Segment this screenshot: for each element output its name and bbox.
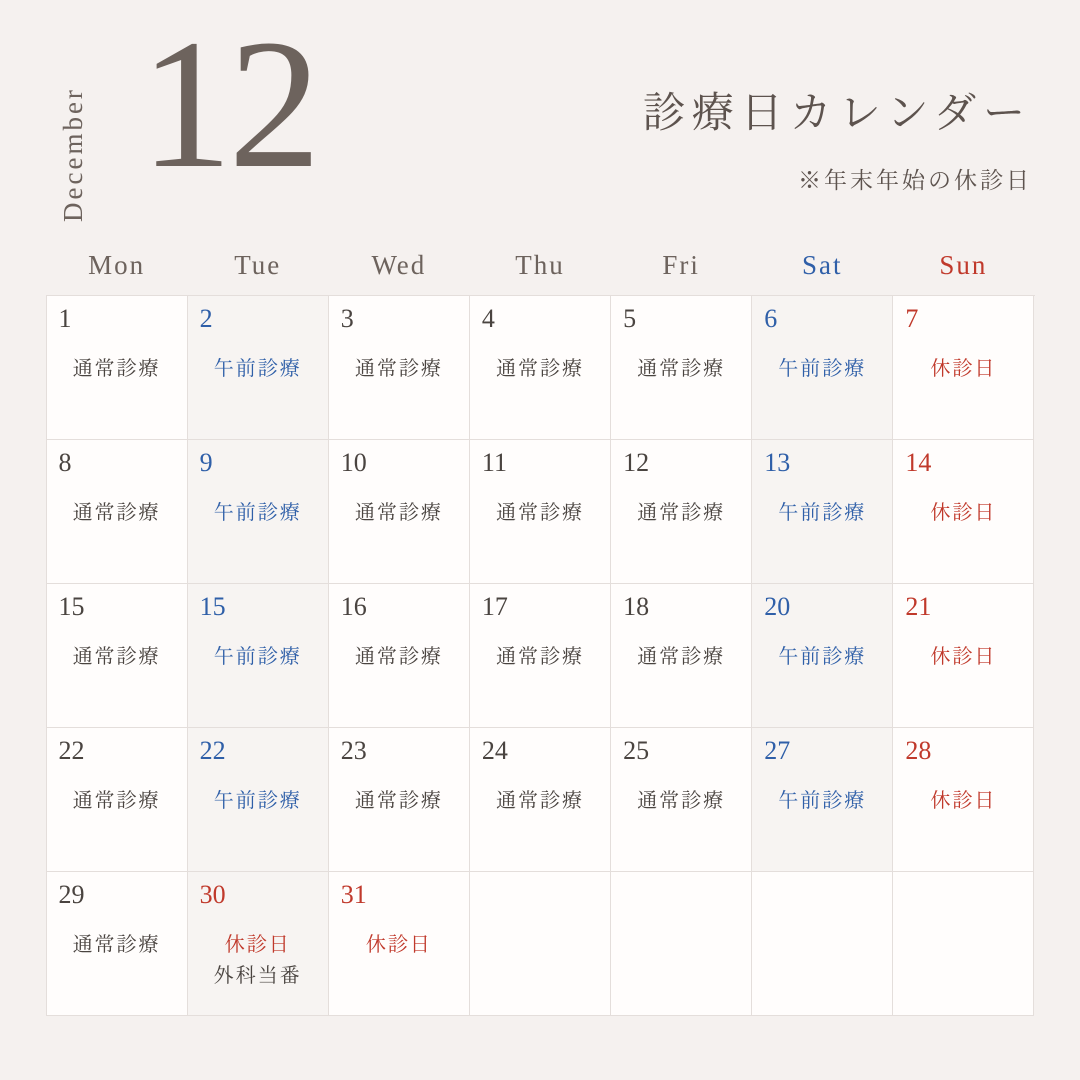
calendar-cell[interactable] — [188, 872, 329, 1016]
calendar-cell-empty — [470, 872, 611, 1016]
day-status-group — [611, 642, 751, 673]
day-status-label: 午前診療 — [778, 646, 867, 668]
day-number: 31 — [340, 880, 367, 909]
day-status-label: 通常診療 — [637, 646, 726, 668]
day-status-group — [752, 642, 892, 673]
day-number: 11 — [481, 448, 507, 477]
calendar-cell[interactable] — [47, 872, 188, 1016]
day-status-group — [188, 786, 328, 817]
day-number: 18 — [623, 592, 650, 621]
weekday-sun: Sun — [939, 250, 988, 280]
day-number: 30 — [199, 880, 226, 909]
day-number: 25 — [623, 736, 650, 765]
day-number: 8 — [58, 448, 72, 477]
day-status-label: 通常診療 — [637, 502, 726, 524]
day-status-group — [752, 786, 892, 817]
calendar-cell[interactable] — [47, 584, 188, 728]
day-number: 15 — [199, 592, 226, 621]
day-status-label: 通常診療 — [72, 358, 161, 380]
day-status-label: 通常診療 — [72, 790, 161, 812]
day-status-label: 通常診療 — [354, 646, 443, 668]
day-status-group — [752, 354, 892, 385]
calendar-cell[interactable] — [329, 728, 470, 872]
calendar-cell[interactable] — [329, 296, 470, 440]
day-number: 20 — [764, 592, 791, 621]
day-status-group — [47, 642, 187, 673]
day-status-label: 休診日 — [930, 646, 997, 668]
day-status-group — [470, 354, 610, 385]
day-number: 4 — [481, 304, 495, 333]
calendar-cell[interactable] — [47, 728, 188, 872]
day-status-group — [188, 930, 328, 992]
day-number: 21 — [905, 592, 932, 621]
day-status-label: 通常診療 — [72, 646, 161, 668]
day-status-group — [47, 930, 187, 961]
page-title: 診療日カレンダー — [642, 91, 1032, 137]
calendar-cell[interactable] — [611, 584, 752, 728]
calendar-cell-empty — [611, 872, 752, 1016]
day-status-label: 午前診療 — [778, 502, 867, 524]
weekday-mon: Mon — [88, 250, 146, 280]
page-subtitle: ※年末年始の休診日 — [798, 168, 1032, 193]
day-status-label: 通常診療 — [72, 934, 161, 956]
calendar-cell[interactable] — [329, 440, 470, 584]
day-status-group — [893, 354, 1033, 385]
day-status-group — [329, 642, 469, 673]
day-number: 1 — [58, 304, 72, 333]
day-number: 7 — [905, 304, 919, 333]
day-status-label: 午前診療 — [213, 646, 302, 668]
day-status-group — [329, 498, 469, 529]
calendar-cell[interactable] — [188, 728, 329, 872]
calendar-cell[interactable] — [188, 296, 329, 440]
weekday-header-row — [46, 250, 1034, 295]
day-status-group — [752, 498, 892, 529]
calendar-cell[interactable] — [188, 584, 329, 728]
day-number: 22 — [199, 736, 226, 765]
calendar-cell[interactable] — [893, 728, 1034, 872]
weekday-wed: Wed — [371, 250, 427, 280]
day-status-label: 午前診療 — [778, 790, 867, 812]
day-status-label: 通常診療 — [637, 358, 726, 380]
day-number: 27 — [764, 736, 791, 765]
calendar-grid — [46, 295, 1035, 1016]
weekday-sat: Sat — [802, 250, 843, 280]
day-number: 6 — [764, 304, 778, 333]
calendar-cell-empty — [893, 872, 1034, 1016]
day-status-group — [329, 930, 469, 961]
day-number: 9 — [199, 448, 213, 477]
day-status-group — [470, 642, 610, 673]
calendar-cell[interactable] — [752, 296, 893, 440]
day-status-group — [47, 786, 187, 817]
day-status-label: 休診日 — [224, 934, 291, 956]
day-status-label: 午前診療 — [213, 790, 302, 812]
calendar-cell[interactable] — [329, 584, 470, 728]
calendar-cell[interactable] — [752, 440, 893, 584]
day-status-label: 休診日 — [930, 790, 997, 812]
day-number: 17 — [481, 592, 508, 621]
weekday-tue: Tue — [234, 250, 282, 280]
day-status-group — [329, 786, 469, 817]
day-status-group — [329, 354, 469, 385]
day-status-label: 通常診療 — [495, 358, 584, 380]
day-status-label: 通常診療 — [354, 502, 443, 524]
calendar-cell[interactable] — [611, 296, 752, 440]
day-status-label: 通常診療 — [495, 502, 584, 524]
day-status-group — [470, 786, 610, 817]
day-number: 14 — [905, 448, 932, 477]
day-status-group — [188, 354, 328, 385]
calendar-cell[interactable] — [329, 872, 470, 1016]
day-status-group — [611, 354, 751, 385]
day-number: 13 — [764, 448, 791, 477]
day-number: 24 — [481, 736, 508, 765]
day-status-group — [470, 498, 610, 529]
day-status-label: 通常診療 — [495, 646, 584, 668]
day-number: 10 — [340, 448, 367, 477]
month-number: 12 — [140, 2, 317, 207]
weekday-fri: Fri — [662, 250, 700, 280]
calendar-cell[interactable] — [47, 440, 188, 584]
day-number: 29 — [58, 880, 85, 909]
day-status-label: 午前診療 — [213, 502, 302, 524]
day-number: 28 — [905, 736, 932, 765]
title-block — [643, 80, 1032, 195]
calendar-cell[interactable] — [470, 296, 611, 440]
day-status-group — [893, 786, 1033, 817]
day-status-group — [47, 498, 187, 529]
day-status-label: 通常診療 — [354, 358, 443, 380]
calendar-cell[interactable] — [470, 440, 611, 584]
day-status-label: 午前診療 — [778, 358, 867, 380]
day-status-label: 通常診療 — [495, 790, 584, 812]
day-status-group — [893, 498, 1033, 529]
calendar-cell[interactable] — [893, 296, 1034, 440]
calendar-cell[interactable] — [470, 728, 611, 872]
day-status-label: 通常診療 — [72, 502, 161, 524]
day-status-group — [893, 642, 1033, 673]
day-status-group — [611, 498, 751, 529]
calendar-cell[interactable] — [188, 440, 329, 584]
day-status-group — [188, 642, 328, 673]
day-status-group — [188, 498, 328, 529]
day-number: 22 — [58, 736, 85, 765]
day-status-label: 休診日 — [930, 358, 997, 380]
day-status-label: 外科当番 — [213, 965, 302, 987]
day-number: 23 — [340, 736, 367, 765]
calendar-cell[interactable] — [752, 728, 893, 872]
calendar-cell[interactable] — [47, 296, 188, 440]
day-status-group — [47, 354, 187, 385]
calendar-cell[interactable] — [611, 728, 752, 872]
weekday-thu: Thu — [515, 250, 565, 280]
calendar-cell-empty — [752, 872, 893, 1016]
day-status-label: 通常診療 — [354, 790, 443, 812]
day-status-label: 午前診療 — [213, 358, 302, 380]
calendar-cell[interactable] — [752, 584, 893, 728]
day-status-label: 休診日 — [930, 502, 997, 524]
day-number: 16 — [340, 592, 367, 621]
day-number: 5 — [623, 304, 637, 333]
day-number: 3 — [340, 304, 354, 333]
month-name-vertical: December — [58, 87, 88, 222]
day-number: 15 — [58, 592, 85, 621]
calendar-cell[interactable] — [893, 584, 1034, 728]
calendar-cell[interactable] — [470, 584, 611, 728]
day-status-label: 休診日 — [365, 934, 432, 956]
day-number: 2 — [199, 304, 213, 333]
calendar-cell[interactable] — [611, 440, 752, 584]
day-status-group — [611, 786, 751, 817]
calendar-cell[interactable] — [893, 440, 1034, 584]
day-status-label: 通常診療 — [637, 790, 726, 812]
calendar-header — [0, 0, 1080, 250]
day-number: 12 — [623, 448, 650, 477]
